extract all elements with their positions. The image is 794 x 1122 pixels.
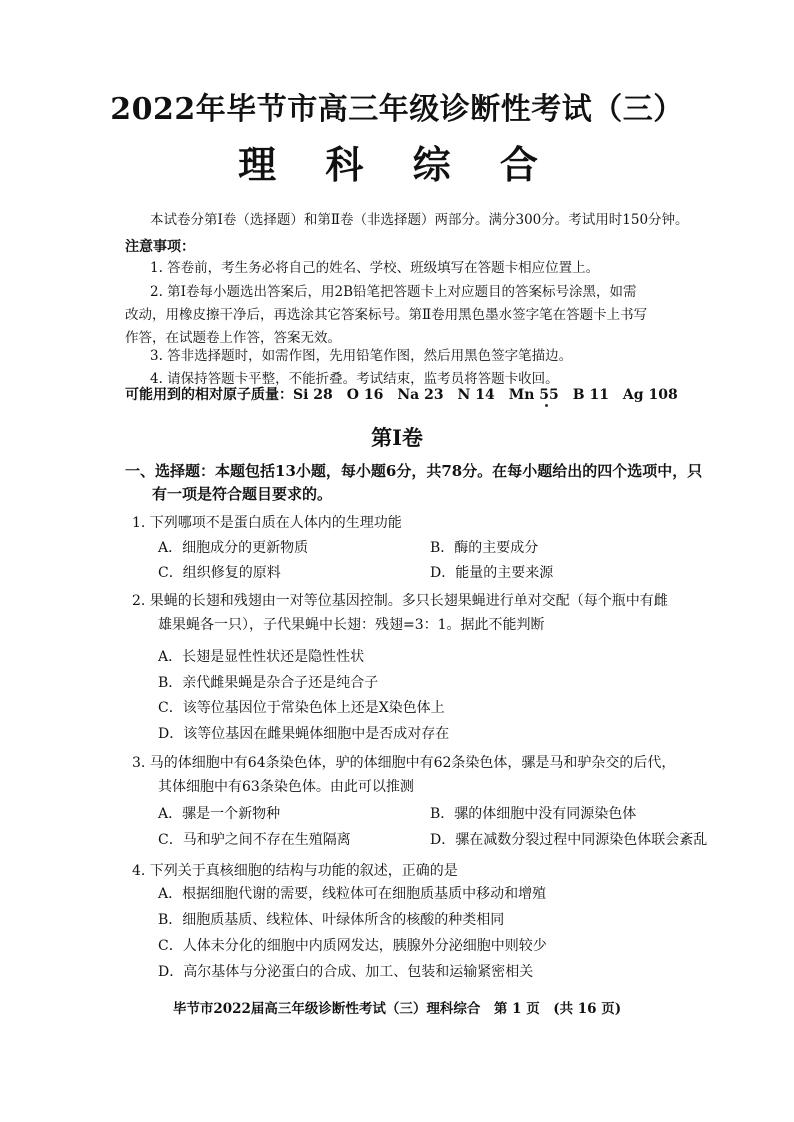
part-heading: 第Ⅰ卷 bbox=[371, 425, 423, 450]
question-1-option-b: B．酶的主要成分 bbox=[430, 540, 539, 556]
question-2-option-c: C．该等位基因位于常染色体上还是X染色体上 bbox=[158, 700, 445, 716]
question-1-option-a: A．细胞成分的更新物质 bbox=[158, 540, 309, 556]
stray-dot bbox=[545, 404, 548, 407]
exam-title: 2022年毕节市高三年级诊断性考试（三） bbox=[110, 92, 684, 127]
exam-intro: 本试卷分第Ⅰ卷（选择题）和第Ⅱ卷（非选择题）两部分。满分300分。考试用时150分钟。 bbox=[150, 212, 689, 228]
section-heading-line-1: 一、选择题：本题包括13小题，每小题6分，共78分。在每小题给出的四个选项中，只 bbox=[125, 462, 703, 480]
question-3-option-b: B．骡的体细胞中没有同源染色体 bbox=[430, 806, 637, 822]
subject-title: 理 科 综 合 bbox=[238, 142, 556, 187]
question-1-option-c: C．组织修复的原料 bbox=[158, 565, 281, 581]
note-4: 4. 请保持答题卡平整，不能折叠。考试结束，监考员将答题卡收回。 bbox=[150, 371, 559, 387]
note-2-line-1: 2. 第Ⅰ卷每小题选出答案后，用2B铅笔把答题卡上对应题目的答案标号涂黑，如需 bbox=[150, 284, 637, 300]
question-1-option-d: D．能量的主要来源 bbox=[430, 565, 554, 581]
question-2-stem-line-1: 2. 果蝇的长翅和残翅由一对等位基因控制。多只长翅果蝇进行单对交配（每个瓶中有雌 bbox=[132, 593, 668, 609]
question-4-option-c: C．人体未分化的细胞中内质网发达，胰腺外分泌细胞中则较少 bbox=[158, 938, 547, 954]
question-1-stem: 1. 下列哪项不是蛋白质在人体内的生理功能 bbox=[132, 515, 402, 531]
question-2-option-a: A．长翅是显性性状还是隐性性状 bbox=[158, 649, 365, 665]
question-2-option-b: B．亲代雌果蝇是杂合子还是纯合子 bbox=[158, 675, 379, 691]
question-2-stem-line-2: 雄果蝇各一只），子代果蝇中长翅：残翅=3：1。据此不能判断 bbox=[158, 617, 545, 633]
question-2-option-d: D．该等位基因在雌果蝇体细胞中是否成对存在 bbox=[158, 726, 450, 742]
question-4-option-d: D．高尔基体与分泌蛋白的合成、加工、包装和运输紧密相关 bbox=[158, 964, 534, 980]
atomic-masses: 可能用到的相对原子质量：Si 28 O 16 Na 23 N 14 Mn 55 B 11 Ag 108 bbox=[125, 387, 678, 403]
question-3-stem-line-2: 其体细胞中有63条染色体。由此可以推测 bbox=[158, 779, 414, 795]
note-1: 1. 答卷前，考生务必将自己的姓名、学校、班级填写在答题卡相应位置上。 bbox=[150, 260, 600, 276]
note-2-line-3: 作答，在试题卷上作答，答案无效。 bbox=[125, 330, 341, 346]
question-4-option-a: A．根据细胞代谢的需要，线粒体可在细胞质基质中移动和增殖 bbox=[158, 886, 547, 902]
page-footer: 毕节市2022届高三年级诊断性考试（三）理科综合 第 1 页 (共 16 页) bbox=[172, 1001, 622, 1017]
question-3-option-d: D．骡在减数分裂过程中同源染色体联会紊乱 bbox=[430, 832, 708, 848]
note-2-line-2: 改动，用橡皮擦干净后，再选涂其它答案标号。第Ⅱ卷用黑色墨水签字笔在答题卡上书写 bbox=[125, 307, 648, 323]
question-3-stem-line-1: 3. 马的体细胞中有64条染色体，驴的体细胞中有62条染色体，骡是马和驴杂交的后代， bbox=[132, 755, 676, 771]
question-4-stem: 4. 下列关于真核细胞的结构与功能的叙述，正确的是 bbox=[132, 863, 458, 879]
notes-heading: 注意事项： bbox=[125, 239, 195, 255]
question-4-option-b: B．细胞质基质、线粒体、叶绿体所含的核酸的种类相同 bbox=[158, 912, 505, 928]
question-3-option-c: C．马和驴之间不存在生殖隔离 bbox=[158, 832, 351, 848]
note-3: 3. 答非选择题时，如需作图，先用铅笔作图，然后用黑色签字笔描边。 bbox=[150, 348, 573, 364]
question-3-option-a: A．骡是一个新物种 bbox=[158, 806, 281, 822]
section-heading-line-2: 有一项是符合题目要求的。 bbox=[152, 485, 333, 503]
